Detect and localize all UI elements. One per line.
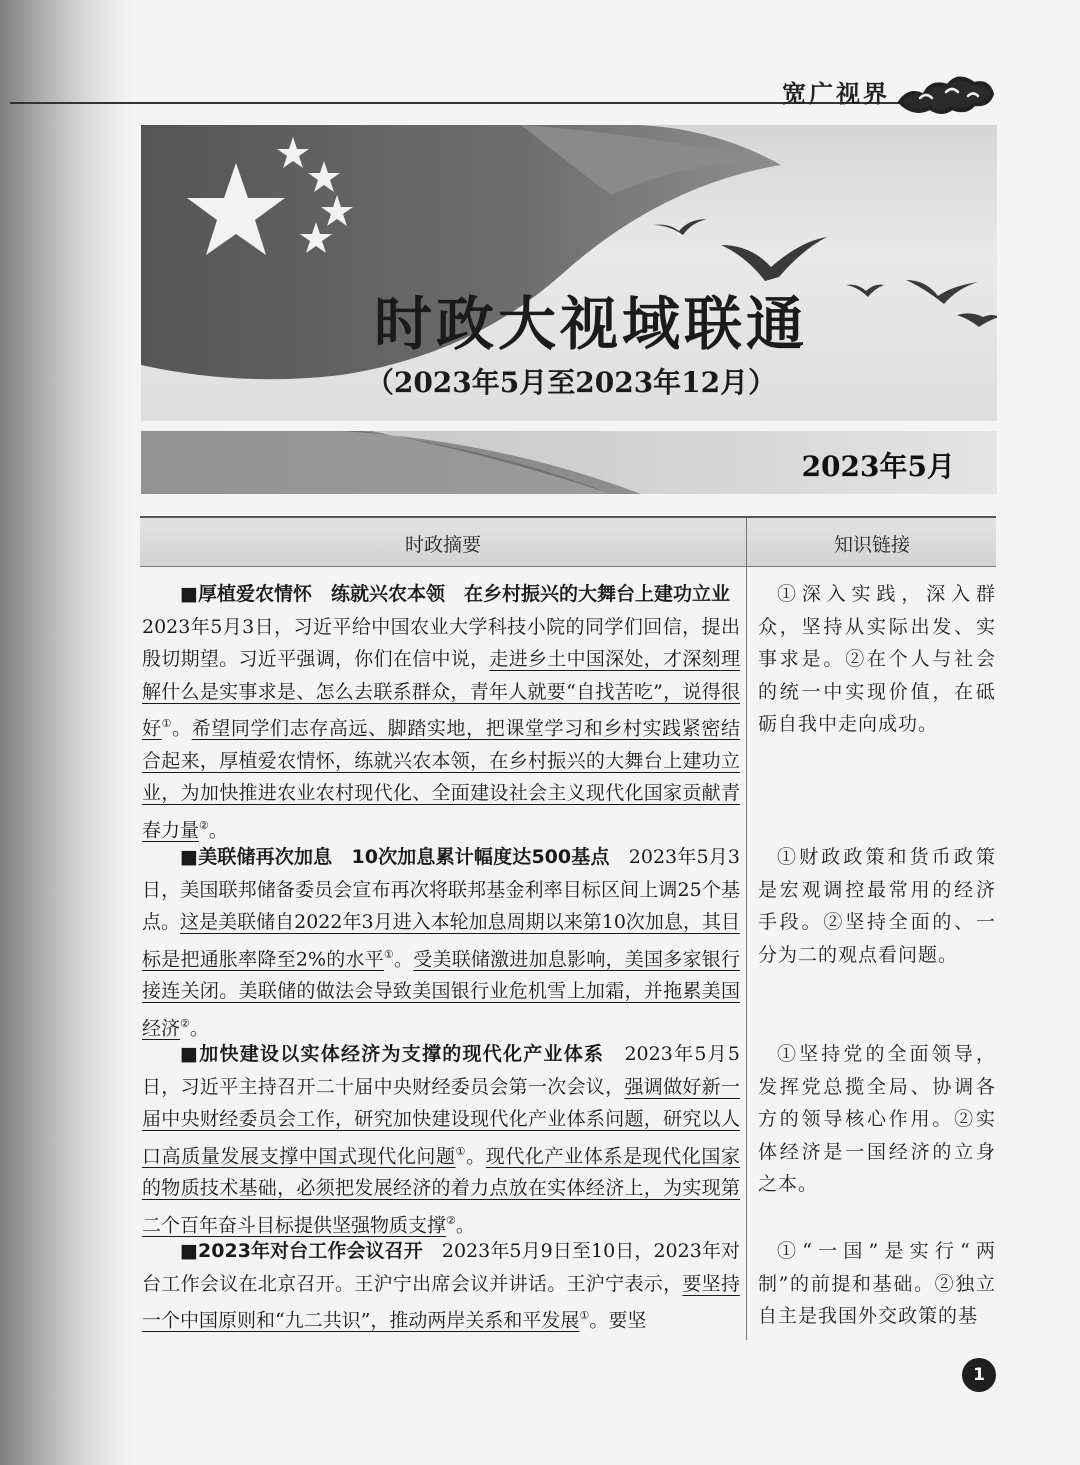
page-curl-shadow [0, 0, 135, 1465]
page-number: 1 [962, 1358, 996, 1392]
entry-text: 。 [208, 819, 228, 842]
entry-underlined-text: 这是美联储自2022年3月进入本轮加息周期以来第10次加息，其目标是把通胀率降至2%的水平 [142, 911, 740, 970]
footnote-marker: ② [199, 818, 209, 832]
entry-text: 2023年5月3日，美国联邦储备委员会宣布再次将联邦基金利率目标区间上调25个基点。 [142, 846, 741, 933]
title-banner [141, 125, 997, 421]
news-entry [142, 1235, 740, 1337]
banner-title: 时政大视域联通 [373, 290, 808, 358]
footnote-marker: ② [446, 1213, 456, 1227]
entry-headline: ■加快建设以实体经济为支撑的现代化产业体系 [180, 1043, 605, 1065]
news-entry [142, 1038, 740, 1242]
entry-underlined-text: 走进乡土中国深处，才深刻理解什么是实事求是、怎么去联系群众，青年人就要“自找苦吃”，说得很好 [142, 648, 740, 740]
entry-underlined-text: 要坚持一个中国原则和“九二共识”，推动两岸关系和平发展 [142, 1272, 740, 1332]
footnote-marker: ① [161, 717, 173, 730]
entry-text: 。 [172, 717, 192, 740]
entry-underlined-text: 受美联储激进加息影响，美国多家银行接连关闭。美联储的做法会导致美国银行业危机雪上加霜，并拖累美国经济 [142, 947, 740, 1040]
entry-underlined-text: 希望同学们志存高远、脚踏实地，把课堂学习和乡村实践紧密结合起来，厚植爱农情怀，练就兴农本领，在乡村振兴的大舞台上建功立业，为加快推进农业农村现代化、全面建设社会主义现代化国家贡献青春力量 [142, 717, 740, 842]
news-entry [142, 841, 740, 1045]
knowledge-note: ①坚持党的全面领导，发挥党总揽全局、协调各方的领导核心作用。②实体经济是一国经济的立身之本。 [758, 1043, 996, 1195]
entry-text: 2023年5月3日，习近平给中国农业大学科技小院的同学们回信，提出殷切期望。习近平强调，你们在信中说， [142, 583, 749, 670]
entry-text: 。 [455, 1214, 475, 1237]
knowledge-note: ①“一国”是实行“两制”的前提和基础。②独立自主是我国外交政策的基 [758, 1240, 996, 1327]
news-entry [142, 578, 749, 847]
column-header-knowledge: 知识链接 [833, 534, 910, 556]
header-rule [10, 102, 910, 104]
section-name: 宽广视界 [782, 80, 890, 108]
knowledge-note: ①财政政策和货币政策是宏观调控最常用的经济手段。②坚持全面的、一分为二的观点看问题。 [758, 846, 996, 966]
month-strip [141, 431, 997, 494]
entry-headline: ■2023年对台工作会议召开 [180, 1240, 423, 1262]
footnote-marker: ② [180, 1016, 190, 1030]
cloud-ornament-icon [890, 58, 1000, 122]
footnote-marker: ① [579, 1309, 590, 1322]
banner-subtitle: （2023年5月至2023年12月） [365, 366, 777, 399]
entry-text: 2023年5月5日，习近平主持召开二十届中央财经委员会第一次会议， [142, 1043, 741, 1098]
entry-text: 。要坚 [589, 1309, 647, 1332]
entry-text: 。 [189, 1017, 209, 1040]
entry-text: 。 [394, 947, 414, 970]
column-divider [746, 518, 747, 1340]
footnote-marker: ① [383, 947, 395, 961]
entry-text: 2023年5月9日至10日，2023年对台工作会议在北京召开。王沪宁出席会议并讲话。王沪宁表示， [142, 1240, 740, 1295]
entry-underlined-text: 现代化产业体系是现代化国家的物质技术基础，必须把发展经济的着力点放在实体经济上，为实现第二个百年奋斗目标提供坚强物质支撑 [142, 1144, 740, 1237]
footnote-marker: ① [455, 1144, 467, 1158]
knowledge-note: ①深入实践，深入群众，坚持从实际出发、实事求是。②在个人与社会的统一中实现价值，在砥砺自我中走向成功。 [758, 583, 996, 735]
column-header-summary: 时政摘要 [404, 534, 481, 556]
month-label: 2023年5月 [801, 450, 955, 483]
entry-text: 。 [466, 1144, 486, 1167]
entry-headline: ■厚植爱农情怀 练就兴农本领 在乡村振兴的大舞台上建功立业 [180, 583, 730, 605]
entry-underlined-text: 强调做好新一届中央财经委员会工作，研究加快建设现代化产业体系问题，研究以人口高质量发展支撑中国式现代化问题 [142, 1075, 740, 1167]
entry-headline: ■美联储再次加息 10次加息累计幅度达500基点 [180, 846, 610, 868]
table-header-row [140, 518, 996, 567]
